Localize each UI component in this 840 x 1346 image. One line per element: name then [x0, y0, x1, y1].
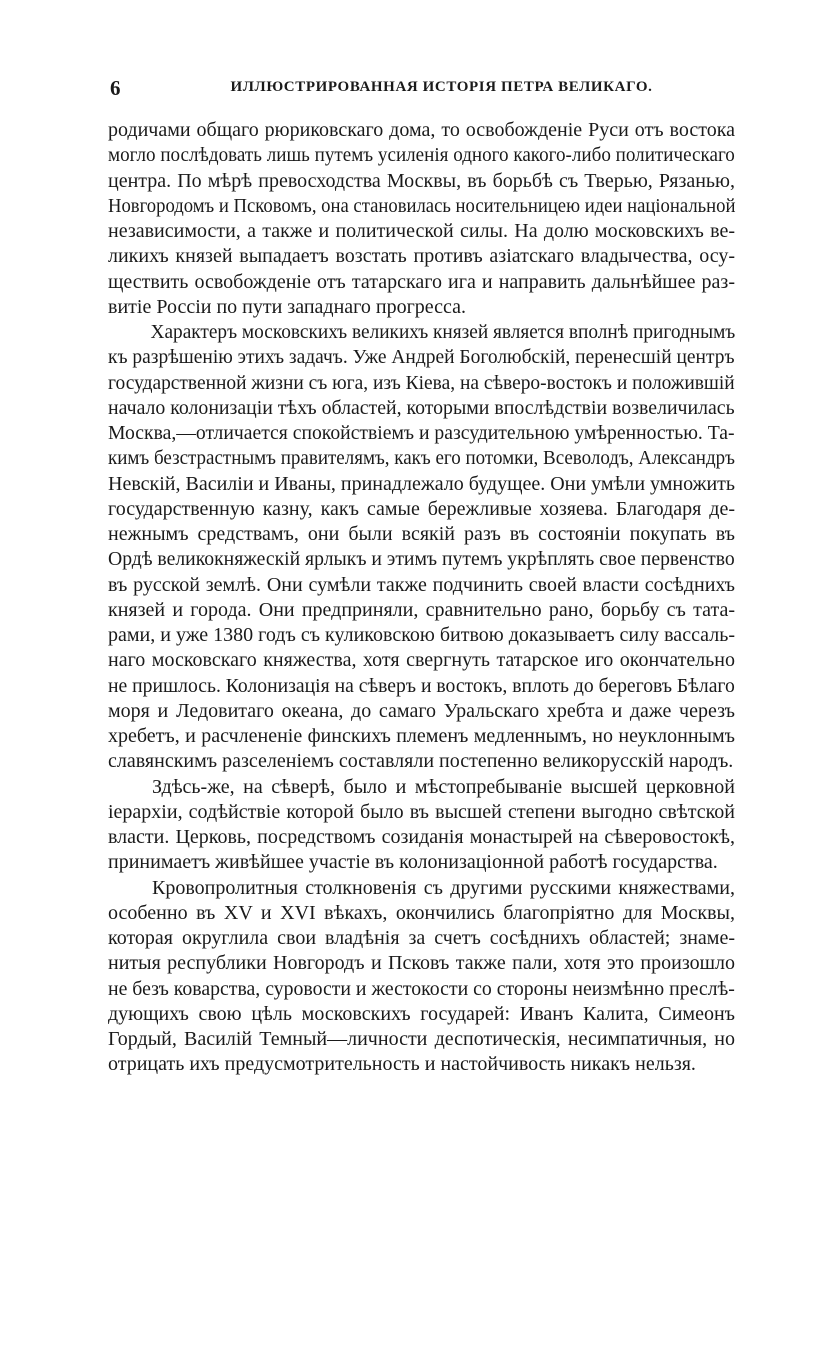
text-line: отрицать ихъ предусмотрительность и настойчивость никакъ нельзя.: [108, 1053, 696, 1076]
text-line: Характеръ московскихъ великихъ князей является вполнѣ пригоднымъ: [150, 321, 736, 343]
text-line: витіе Россіи по пути западнаго прогресса.: [108, 295, 467, 318]
paragraph: [108, 118, 735, 320]
text-line: къ разрѣшенію этихъ задачъ. Уже Андрей Боголюбскій, перенесшій центръ: [108, 346, 735, 369]
text-line: князей и города. Они предприняли, сравнительно рано, борьбу съ тата-: [108, 598, 735, 621]
text-line: независимости, а также и политической силы. На долю московскихъ ве-: [108, 220, 735, 242]
text-line: ликихъ князей выпадаетъ возстать противъ азіатскаго владычества, осу-: [108, 245, 735, 268]
body-text: [108, 118, 735, 1078]
text-line: дующихъ свою цѣль московскихъ государей: Иванъ Калита, Симеонъ: [108, 1002, 735, 1025]
text-line: Невскій, Василіи и Иваны, принадлежало будущее. Они умѣли умножить: [108, 472, 736, 495]
text-line: начало колонизаціи тѣхъ областей, которыми впослѣдствіи возвеличилась: [108, 396, 735, 419]
text-line: нежнымъ средствамъ, они были всякій разъ въ состояніи покупать въ: [108, 523, 735, 545]
text-line: моря и Ледовитаго океана, до самаго Уральскаго хребта и даже черезъ: [108, 699, 735, 722]
text-line: Кровопролитныя столкновенія съ другими русскими княжествами,: [152, 876, 735, 899]
paragraph: [108, 320, 735, 775]
text-line: государственной жизни съ юга, изъ Кіева, на сѣверо-востокъ и положившій: [108, 371, 735, 394]
text-line: родичами общаго рюриковскаго дома, то освобожденіе Руси отъ востока: [108, 119, 735, 141]
paragraph: [108, 876, 735, 1078]
text-line: не пришлось. Колонизація на сѣверъ и востокъ, вплоть до береговъ Бѣлаго: [108, 674, 735, 697]
text-line: іерархіи, содѣйствіе которой было въ высшей степени выгодно свѣтской: [108, 800, 735, 823]
text-line: нитыя республики Новгородъ и Псковъ также пали, хотя это произошло: [108, 952, 735, 975]
text-line: государственную казну, какъ самые бережливые хозяева. Благодаря де-: [108, 497, 735, 520]
text-line: хребетъ, и расчлененіе финскихъ племенъ медленнымъ, но неуклоннымъ: [108, 725, 735, 747]
running-title: ИЛЛЮСТРИРОВАННАЯ ИСТОРІЯ ПЕТРА ВЕЛИКАГО.: [230, 79, 653, 95]
text-line: не безъ коварства, суровости и жестокости со стороны неизмѣнно преслѣ-: [108, 977, 735, 1000]
text-line: Ордѣ великокняжескій ярлыкъ и этимъ путемъ укрѣплять свое первенство: [108, 548, 735, 571]
page-header: [108, 76, 735, 102]
text-line: Здѣсь-же, на сѣверѣ, было и мѣстопребываніе высшей церковной: [152, 775, 735, 798]
page-number: 6: [110, 76, 121, 100]
text-line: Москва,—отличается спокойствіемъ и разсудительною умѣренностью. Та-: [108, 422, 735, 444]
text-line: славянскимъ разселеніемъ составляли постепенно великорусскій народъ.: [108, 750, 734, 773]
text-line: центра. По мѣрѣ превосходства Москвы, въ борьбѣ съ Тверью, Рязанью,: [108, 169, 735, 192]
text-line: наго московскаго княжества, хотя свергнуть татарское иго окончательно: [108, 649, 735, 672]
text-line: власти. Церковь, посредствомъ созиданія монастырей на сѣверовостокѣ,: [108, 826, 735, 848]
text-line: рами, и уже 1380 годъ съ куликовскою битвою доказываетъ силу вассаль-: [108, 624, 735, 646]
text-line: кимъ безстрастнымъ правителямъ, какъ его потомки, Всеволодъ, Александръ: [108, 447, 735, 470]
text-line: принимаетъ живѣйшее участіе въ колонизаціонной работѣ государства.: [108, 851, 718, 874]
text-line: Новгородомъ и Псковомъ, она становилась носительницею идеи національной: [108, 194, 736, 217]
text-line: ществить освобожденіе отъ татарскаго ига и направить дальнѣйшее раз-: [108, 270, 735, 293]
text-line: особенно въ XV и XVI вѣкахъ, окончились благопріятно для Москвы,: [108, 901, 735, 924]
text-line: которая округлила свои владѣнія за счетъ сосѣднихъ областей; знаме-: [108, 927, 735, 949]
text-line: Гордый, Василій Темный—личности деспотическія, несимпатичныя, но: [108, 1028, 735, 1050]
text-line: въ русской землѣ. Они сумѣли также подчинить своей власти сосѣднихъ: [108, 573, 735, 596]
paragraph: [108, 775, 735, 876]
text-line: могло послѣдовать лишь путемъ усиленія одного какого-либо политическаго: [108, 144, 735, 167]
